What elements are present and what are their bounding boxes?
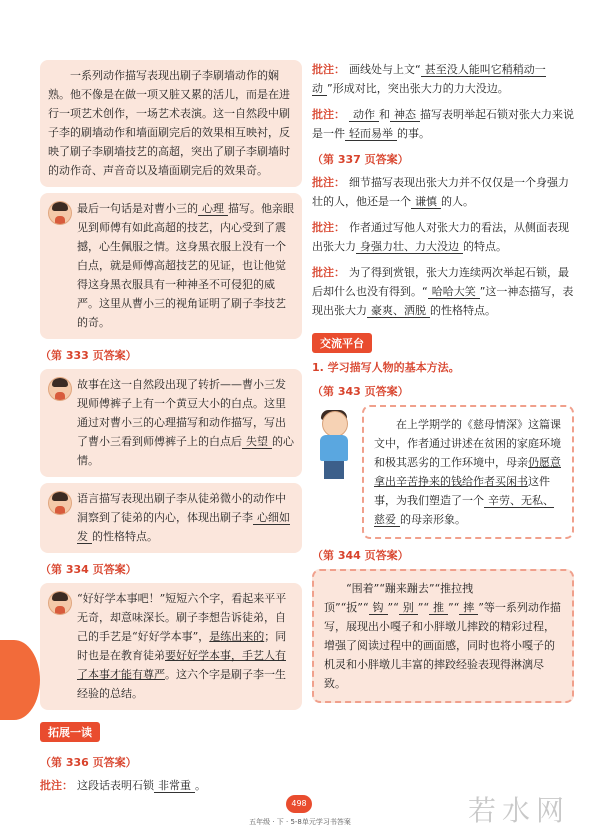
annotation-box-2	[40, 193, 302, 339]
note-label: 批注：	[312, 266, 345, 279]
answer-blank: 钩	[369, 601, 388, 615]
note-label: 批注：	[312, 63, 345, 76]
note-3	[312, 173, 574, 211]
subsection-title: 1. 学习描写人物的基本方法。	[312, 361, 460, 374]
answer-text: ”等一系列动作描写，展现出小嘎子和小胖墩儿摔跤的精彩过程，增强了阅读过程中的画面感，同时也将小嘎子的机灵和小胖墩儿丰富的摔跤经验表现得淋漓尽致。	[324, 601, 561, 690]
answer-blank: 别	[399, 601, 418, 615]
annotation-box-4	[40, 483, 302, 553]
annotation-text: 一系列动作描写表现出刷子李刷墙动作的娴熟。他不像是在做一项又脏又累的活儿，而是在进行一项艺术创作，一场艺术表演。这一自然段中刷子李的刷墙动作和墙面刷完后的效果相互映衬，反映了刷子李刷墙技艺的高超，突出了刷子李刷墙时的动作奇、声音奇以及墙面刷完后的效果奇。	[48, 69, 290, 177]
answer-text: “围着”“蹦来蹦去”“推拉拽顶”“扳”“	[324, 582, 474, 614]
note-text: 画线处与上文“	[349, 63, 421, 76]
answer-blank: 身强力壮、力大没边	[356, 240, 463, 254]
answer-text: ”“	[417, 601, 429, 614]
annotation-text: “好好学本事吧！”短短六个字，看起来平平无奇，却意味深长。刷子李想告诉徒弟，自己的手艺是“好好学本事”，	[77, 592, 287, 643]
page-footer	[0, 789, 600, 839]
answer-blank: 非常重	[154, 779, 195, 793]
girl-avatar-icon	[48, 591, 72, 615]
answer-text: ”“	[448, 601, 460, 614]
section-title-exchange-platform: 交流平台	[312, 333, 372, 353]
girl-avatar-icon	[48, 201, 72, 225]
answer-box-343	[362, 405, 574, 539]
answer-heading-336: （第 336 页答案）	[40, 756, 137, 769]
answer-blank: 摔	[459, 601, 478, 615]
underlined-answer: 要好好学本事，手艺人有了本事才能有尊严	[77, 649, 286, 681]
girl-avatar-icon	[48, 491, 72, 515]
answer-text: 这件事，为我们塑造了一个	[374, 475, 550, 507]
answer-heading-344: （第 344 页答案）	[312, 549, 409, 562]
annotation-text: 的性格特点。	[92, 530, 158, 543]
answer-blank: 哈哈大笑	[428, 285, 480, 299]
annotation-text: 的心情。	[77, 435, 294, 467]
answer-blank: 心细如发	[77, 511, 290, 543]
answer-heading-334: （第 334 页答案）	[40, 563, 137, 576]
left-column	[40, 60, 302, 802]
answer-heading-333: （第 333 页答案）	[40, 349, 137, 362]
boy-illustration-icon	[312, 411, 356, 481]
section-title-extended-reading: 拓展一读	[40, 722, 100, 742]
note-text: 的性格特点。	[430, 304, 496, 317]
note-label: 批注：	[312, 108, 345, 121]
answer-blank: 甚至没人能叫它稍稍动一动	[312, 63, 546, 95]
page-number: 498	[286, 795, 312, 813]
annotation-box-5	[40, 583, 302, 710]
answer-blank: 豪爽、洒脱	[367, 304, 430, 318]
note-text: 。	[195, 779, 206, 792]
note-4	[312, 218, 574, 256]
answer-text: ”“	[387, 601, 399, 614]
answer-blank: 轻而易举	[345, 127, 397, 141]
note-text: 的事。	[397, 127, 430, 140]
note-text: ”形成对比，突出张大力的力大没边。	[327, 82, 509, 95]
girl-avatar-icon	[48, 377, 72, 401]
annotation-text: 最后一句话是对曹小三的	[77, 202, 198, 215]
answer-blank: 神态	[390, 108, 420, 122]
answer-blank: 推	[429, 601, 448, 615]
answer-box-344	[312, 569, 574, 703]
annotation-text: 。这六个字是刷子李一生经验的总结。	[77, 668, 286, 700]
underlined-answer: 仍愿意拿出辛苦挣来的钱给作者买闲书	[374, 456, 561, 488]
annotation-text: 描写。他亲眼见到师傅有如此高超的技艺，内心受到了震撼，心生佩服之情。这身黑衣服上没有一个白点，就是师傅高超技艺的见证，也让他觉得这身黑衣服具有一种神圣不可侵犯的威严。这里从曹小三的视角证明了刷子李技艺的奇。	[77, 202, 294, 329]
answer-heading-337: （第 337 页答案）	[312, 153, 409, 166]
note-text: 的人。	[441, 195, 474, 208]
note-text: 的特点。	[463, 240, 507, 253]
note-label: 批注：	[40, 779, 73, 792]
note-label: 批注：	[312, 221, 345, 234]
answer-text: 的母亲形象。	[400, 513, 466, 526]
annotation-text: ；同时也是在教育徒弟	[77, 630, 287, 662]
note-text: 细节描写表现出张大力并不仅仅是一个身强力壮的人，他还是一个	[312, 176, 569, 208]
decorative-orange-tab	[0, 640, 40, 720]
note-text: 和	[379, 108, 390, 121]
answer-blank: 心理	[198, 202, 228, 216]
annotation-text: 语言描写表现出刷子李从徒弟微小的动作中洞察到了徒弟的内心，体现出刷子李	[77, 492, 286, 524]
annotation-box-3	[40, 369, 302, 477]
answer-blank: 失望	[242, 435, 272, 449]
note-text: 描写表明举起石锁对张大力来说是一件	[312, 108, 574, 140]
note-text: 为了得到赏银，张大力连续两次举起石锁，最后却什么也没有得到。“	[312, 266, 569, 298]
answer-blank: 辛劳、无私、慈爱	[374, 494, 554, 526]
note-2	[312, 105, 574, 143]
note-5	[312, 263, 574, 320]
answer-blank: 谦慎	[411, 195, 441, 209]
annotation-box-1	[40, 60, 302, 187]
note-1	[312, 60, 574, 98]
note-text: 作者通过写他人对张大力的看法，从侧面表现出张大力	[312, 221, 569, 253]
underlined-answer: 是练出来的	[209, 630, 265, 643]
answer-block-343	[312, 405, 574, 539]
answer-heading-343: （第 343 页答案）	[312, 385, 409, 398]
answer-text: 在上学期学的《慈母情深》这篇课文中，作者通过讲述在贫困的家庭环境和极其恶劣的工作环境中，母亲	[374, 418, 561, 469]
note-label: 批注：	[312, 176, 345, 189]
footer-caption: 五年级 · 下 · 5-8单元学习书答案	[249, 818, 351, 826]
answer-blank: 动作	[349, 108, 379, 122]
watermark: 若水网	[467, 794, 570, 827]
note-text: 这段话表明石锁	[77, 779, 154, 792]
right-column	[312, 60, 574, 703]
note-text: ”这一神态描写，表现出张大力	[312, 285, 574, 317]
annotation-text: 故事在这一自然段出现了转折——曹小三发现师傅裤子上有一个黄豆大小的白点。这里通过对曹小三的心理描写和动作描写，写出了曹小三看到师傅裤子上的白点后	[77, 378, 286, 448]
